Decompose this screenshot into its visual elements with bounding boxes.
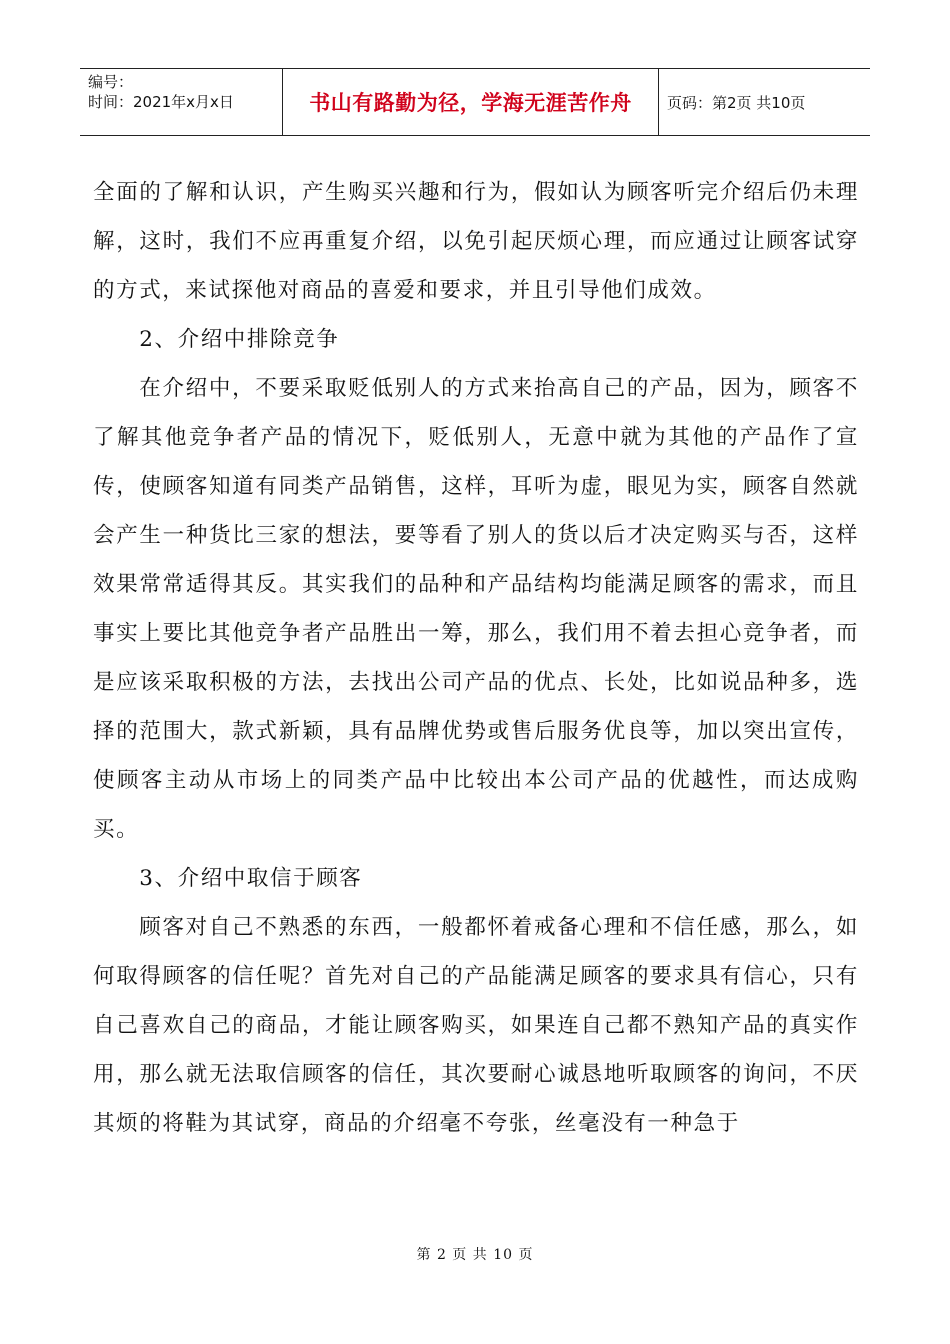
document-header bbox=[80, 68, 870, 136]
paragraph: 在介绍中，不要采取贬低别人的方式来抬高自己的产品，因为，顾客不了解其他竞争者产品的情况下，贬低别人，无意中就为其他的产品作了宣传，使顾客知道有同类产品销售，这样，耳听为虚，眼见为实，顾客自然就会产生一种货比三家的想法，要等看了别人的货以后才决定购买与否，这样效果常常适得其反。其实我们的品种和产品结构均能满足顾客的需求，而且事实上要比其他竞争者产品胜出一筹，那么，我们用不着去担心竞争者，而是应该采取积极的方法，去找出公司产品的优点、长处，比如说品种多，选择的范围大，款式新颖，具有品牌优势或售后服务优良等，加以突出宣传，使顾客主动从市场上的同类产品中比较出本公司产品的优越性，而达成购买。 bbox=[93, 376, 859, 842]
paragraph: 全面的了解和认识，产生购买兴趣和行为，假如认为顾客听完介绍后仍未理解，这时，我们不应再重复介绍，以免引起厌烦心理，而应通过让顾客试穿的方式，来试探他对商品的喜爱和要求，并且引导他们成效。 bbox=[93, 180, 859, 303]
paragraph: 顾客对自己不熟悉的东西，一般都怀着戒备心理和不信任感，那么，如何取得顾客的信任呢？首先对自己的产品能满足顾客的要求具有信心，只有自己喜欢自己的商品，才能让顾客购买，如果连自己都不熟知产品的真实作用，那么就无法取信顾客的信任，其次要耐心诚恳地听取顾客的询问，不厌其烦的将鞋为其试穿，商品的介绍毫不夸张，丝毫没有一种急于 bbox=[93, 915, 859, 1136]
document-number-label: 编号： bbox=[88, 73, 134, 91]
section-heading: 2、介绍中排除竞争 bbox=[139, 327, 340, 352]
document-date: 时间：2021年x月x日 bbox=[88, 93, 234, 111]
document-body bbox=[93, 168, 859, 1148]
section-heading: 3、介绍中取信于顾客 bbox=[139, 866, 363, 891]
page-footer: 第 2 页 共 10 页 bbox=[416, 1247, 534, 1263]
header-page-info: 页码：第2页 共10页 bbox=[667, 93, 806, 112]
header-motto: 书山有路勤为径，学海无涯苦作舟 bbox=[283, 69, 659, 135]
header-meta bbox=[80, 69, 283, 135]
